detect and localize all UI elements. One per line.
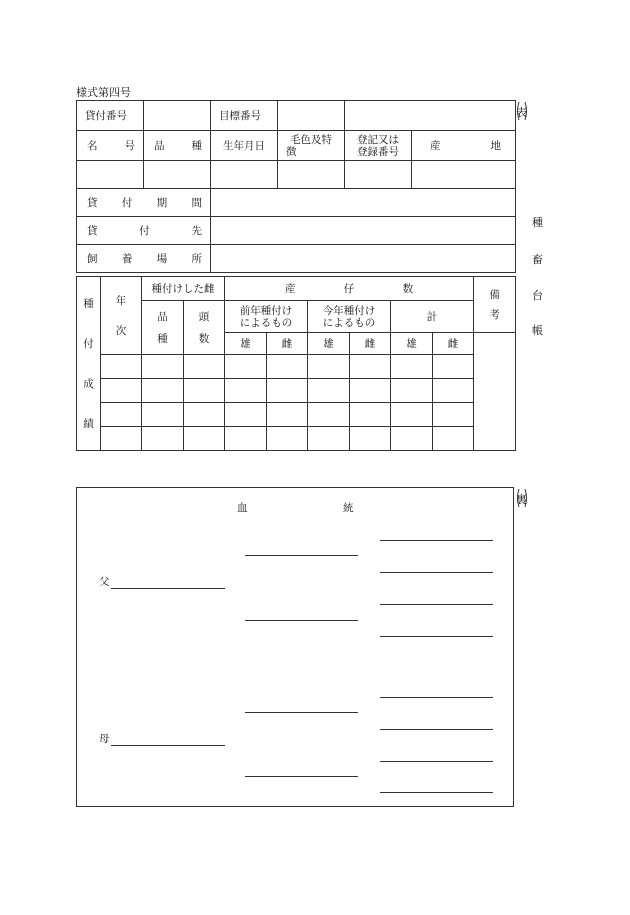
maternal-grandsire-line[interactable] — [245, 712, 358, 713]
breed-char-1: 品 — [154, 139, 165, 152]
total-male-header: 雄 — [391, 333, 433, 355]
side-title-4: 帳 — [532, 324, 543, 337]
side-title-1: 種 — [532, 216, 543, 229]
great-grandparent-line[interactable] — [380, 729, 493, 730]
reg-line-2: 登録番号 — [357, 145, 399, 158]
lend-number-field[interactable] — [144, 101, 211, 131]
prev-female-header: 雌 — [267, 333, 308, 355]
this-year-breeding-header — [308, 301, 391, 333]
coat-label — [278, 131, 345, 161]
lending-period-field[interactable] — [211, 189, 516, 217]
results-cell[interactable] — [433, 427, 474, 451]
results-cell[interactable] — [142, 403, 184, 427]
breed-field[interactable] — [144, 161, 211, 189]
this-line-1: 今年種付け — [322, 304, 376, 317]
name-field[interactable] — [77, 161, 144, 189]
origin-char-1: 産 — [430, 139, 441, 152]
remarks-header — [474, 277, 516, 333]
place-char-4: 所 — [191, 252, 202, 265]
results-cell[interactable] — [101, 355, 142, 379]
results-cell[interactable] — [142, 379, 184, 403]
target-number-label: 目標番号 — [211, 101, 278, 131]
target-number-field[interactable] — [278, 101, 345, 131]
results-cell[interactable] — [267, 403, 308, 427]
results-cell[interactable] — [350, 355, 391, 379]
dest-char-3: 先 — [191, 224, 202, 237]
period-char-2: 付 — [121, 196, 133, 209]
results-cell[interactable] — [350, 379, 391, 403]
side-label-char-4: 績 — [83, 417, 94, 430]
lending-destination-field[interactable] — [211, 217, 516, 245]
results-cell[interactable] — [350, 427, 391, 451]
great-grandparent-line[interactable] — [380, 572, 493, 573]
offspring-char-2: 仔 — [343, 282, 355, 295]
coat-line-2: 徴 — [286, 145, 297, 158]
origin-char-2: 地 — [490, 139, 501, 152]
remarks-char-1: 備 — [489, 288, 500, 301]
coat-field[interactable] — [278, 161, 345, 189]
results-cell[interactable] — [308, 403, 350, 427]
year-char-1: 年 — [115, 294, 127, 307]
results-cell[interactable] — [184, 427, 225, 451]
feeding-place-label — [77, 245, 211, 273]
reg-line-1: 登記又は — [357, 133, 399, 146]
dest-char-1: 貸 — [87, 224, 98, 237]
results-cell[interactable] — [142, 427, 184, 451]
results-cell[interactable] — [391, 427, 433, 451]
female-count-header — [184, 301, 225, 355]
lend-number-label: 貸付番号 — [77, 101, 144, 131]
mother-line[interactable] — [111, 745, 225, 746]
mother-label: 母 — [99, 733, 110, 745]
year-header — [101, 277, 142, 355]
bred-female-header: 種付けした雌 — [142, 277, 225, 301]
side-title-3: 台 — [532, 289, 543, 302]
results-cell[interactable] — [308, 355, 350, 379]
name-char-2: 号 — [124, 139, 135, 152]
side-label-char-3: 成 — [83, 377, 94, 390]
results-cell[interactable] — [391, 379, 433, 403]
lending-period-label — [77, 189, 211, 217]
great-grandparent-line[interactable] — [380, 636, 493, 637]
name-char-1: 名 — [87, 139, 98, 152]
front-side-mark-box — [515, 100, 529, 122]
maternal-granddam-line[interactable] — [245, 776, 358, 777]
side-label-char-2: 付 — [83, 337, 94, 350]
this-female-header: 雌 — [350, 333, 391, 355]
results-cell[interactable] — [308, 427, 350, 451]
front-mark-text: 表 — [516, 106, 527, 119]
period-char-1: 貸 — [87, 196, 98, 209]
this-male-header: 雄 — [308, 333, 350, 355]
total-header: 計 — [391, 301, 474, 333]
results-cell[interactable] — [225, 427, 267, 451]
prev-line-1: 前年種付け — [239, 304, 293, 317]
results-cell[interactable] — [433, 403, 474, 427]
offspring-char-3: 数 — [402, 282, 414, 295]
results-cell[interactable] — [391, 355, 433, 379]
results-cell[interactable] — [350, 403, 391, 427]
back-mark-text: 裏 — [516, 493, 527, 506]
results-cell[interactable] — [184, 355, 225, 379]
period-char-3: 期 — [156, 196, 168, 209]
this-line-2: によるもの — [322, 316, 376, 329]
breed-char-2: 種 — [191, 139, 202, 152]
breeding-results-table — [76, 276, 516, 451]
results-cell[interactable] — [433, 355, 474, 379]
total-female-header: 雌 — [433, 333, 474, 355]
period-char-4: 間 — [191, 196, 202, 209]
origin-field[interactable] — [412, 161, 516, 189]
father-line[interactable] — [111, 588, 225, 589]
prev-line-2: によるもの — [239, 316, 293, 329]
offspring-count-header — [225, 277, 474, 301]
results-cell[interactable] — [308, 379, 350, 403]
results-cell[interactable] — [225, 403, 267, 427]
feeding-place-field[interactable] — [211, 245, 516, 273]
female-breed-header — [142, 301, 184, 355]
great-grandparent-line[interactable] — [380, 792, 493, 793]
great-grandparent-line[interactable] — [380, 604, 493, 605]
year-char-2: 次 — [115, 324, 127, 337]
dob-field[interactable] — [211, 161, 278, 189]
form-title: 様式第四号 — [76, 86, 131, 99]
breeding-results-side-label — [77, 277, 101, 451]
results-cell[interactable] — [225, 379, 267, 403]
dest-char-2: 付 — [139, 224, 150, 237]
results-cell[interactable] — [101, 403, 142, 427]
female-breed-char-1: 品 — [157, 310, 168, 323]
prev-year-breeding-header — [225, 301, 308, 333]
name-label — [77, 131, 144, 161]
origin-label — [412, 131, 516, 161]
top-right-field[interactable] — [345, 101, 516, 131]
results-cell[interactable] — [391, 403, 433, 427]
coat-line-1: 毛色及特 — [290, 133, 332, 146]
results-cell[interactable] — [184, 403, 225, 427]
registration-label — [345, 131, 412, 161]
great-grandparent-line[interactable] — [380, 697, 493, 698]
registration-field[interactable] — [345, 161, 412, 189]
results-cell[interactable] — [184, 379, 225, 403]
count-char-1: 頭 — [198, 310, 210, 323]
results-cell[interactable] — [142, 355, 184, 379]
results-cell[interactable] — [267, 379, 308, 403]
pedigree-title-char-1: 血 — [237, 502, 248, 514]
remarks-field[interactable] — [474, 333, 516, 451]
results-cell[interactable] — [267, 355, 308, 379]
place-char-1: 飼 — [87, 252, 98, 265]
results-cell[interactable] — [267, 427, 308, 451]
results-cell[interactable] — [433, 379, 474, 403]
pedigree-section — [76, 487, 514, 807]
pedigree-title-char-2: 統 — [343, 502, 354, 514]
place-char-2: 養 — [121, 252, 133, 265]
results-cell[interactable] — [101, 379, 142, 403]
side-label-char-1: 種 — [83, 297, 94, 310]
front-form-table — [76, 100, 516, 273]
offspring-char-1: 産 — [285, 282, 296, 295]
female-breed-char-2: 種 — [157, 332, 168, 345]
great-grandparent-line[interactable] — [380, 540, 493, 541]
father-label: 父 — [99, 576, 110, 588]
lending-destination-label — [77, 217, 211, 245]
great-grandparent-line[interactable] — [380, 761, 493, 762]
place-char-3: 場 — [156, 252, 168, 265]
count-char-2: 数 — [198, 332, 210, 345]
remarks-char-2: 考 — [489, 308, 500, 321]
prev-male-header: 雄 — [225, 333, 267, 355]
breed-label — [144, 131, 211, 161]
side-title-2: 畜 — [532, 253, 543, 266]
paternal-granddam-line[interactable] — [245, 620, 358, 621]
results-cell[interactable] — [225, 355, 267, 379]
back-side-mark-box — [515, 487, 529, 509]
results-cell[interactable] — [101, 427, 142, 451]
dob-label: 生年月日 — [211, 131, 278, 161]
paternal-grandsire-line[interactable] — [245, 555, 358, 556]
